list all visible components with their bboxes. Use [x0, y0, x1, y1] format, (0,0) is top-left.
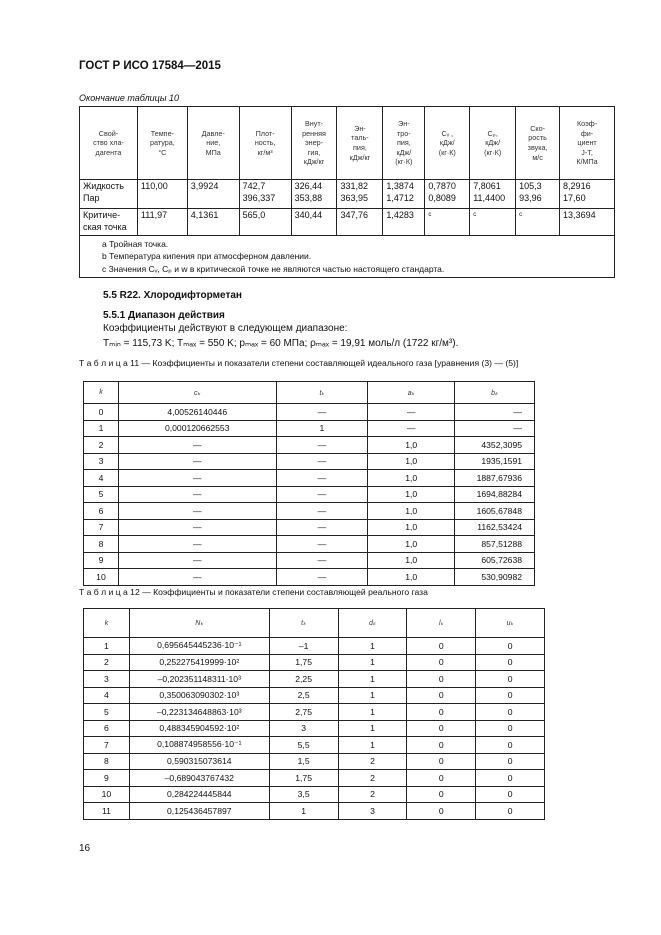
- cell: 2: [338, 753, 407, 770]
- column-header: Плот- ность, кг/м³: [239, 107, 291, 180]
- table12-caption: Т а б л и ц а 12 — Коэффициенты и показатели степени составляющей реального газа: [79, 587, 428, 597]
- cell: 0: [407, 687, 476, 704]
- cell: —: [118, 569, 276, 586]
- cell: 1,75: [269, 770, 338, 787]
- cell: 1: [338, 720, 407, 737]
- table-row: [84, 536, 535, 553]
- cell: —: [118, 552, 276, 569]
- cell: 0: [476, 720, 545, 737]
- table-row: [84, 486, 535, 503]
- cell: c: [428, 212, 432, 218]
- cell: 3: [338, 803, 407, 820]
- cell: 1,0: [368, 552, 455, 569]
- cell: 8: [84, 536, 119, 553]
- table-12: [83, 608, 545, 820]
- column-header: Ско- рость звука, м/с: [516, 107, 560, 180]
- cell: 1,0: [368, 486, 455, 503]
- cell: 111,97: [140, 210, 168, 220]
- column-header: Давле- ние, МПа: [187, 107, 239, 180]
- cell: 7: [84, 737, 130, 754]
- cell: —: [118, 437, 276, 454]
- table-row: [84, 552, 535, 569]
- cell: 1694,88284: [455, 486, 535, 503]
- table-row: [84, 803, 545, 820]
- table-row: [84, 753, 545, 770]
- cell: 340,44: [294, 210, 323, 220]
- cell: —: [118, 470, 276, 487]
- cell: 0,695645445236·10⁻¹: [129, 638, 269, 655]
- column-header: Nₖ: [129, 609, 269, 638]
- cell: —: [276, 404, 368, 421]
- cell: 1,5: [269, 753, 338, 770]
- cell: Критиче- ская точка: [83, 210, 127, 232]
- cell: 0: [407, 753, 476, 770]
- column-header: k: [84, 382, 119, 404]
- column-header: Темпе- ратура, °С: [137, 107, 187, 180]
- cell: 1: [84, 638, 130, 655]
- cell: 1: [84, 420, 119, 437]
- table-row: [84, 420, 535, 437]
- cell: 4,1361: [190, 210, 219, 220]
- cell: 8: [84, 753, 130, 770]
- table-row: [84, 770, 545, 787]
- cell: —: [118, 519, 276, 536]
- cell: 5: [84, 704, 130, 721]
- cell: 0: [476, 671, 545, 688]
- range-values: Tₘᵢₙ = 115,73 K; Tₘₐₓ = 550 K; pₘₐₓ = 60 МПа; ρₘₐₓ = 19,91 моль/л (1722 кг/м³).: [103, 338, 459, 349]
- cell: 110,00: [140, 181, 168, 191]
- cell: —: [118, 536, 276, 553]
- cell: c: [519, 212, 523, 218]
- column-header: Внут- ренняя энер- гия, кДж/кг: [291, 107, 337, 180]
- column-header: Коэф- фи- циент J-T, К/МПа: [560, 107, 615, 180]
- column-header: lₖ: [407, 609, 476, 638]
- cell: 1,3874 1,4712: [386, 181, 414, 203]
- table-row: [84, 503, 535, 520]
- table-row: [84, 786, 545, 803]
- cell: 0: [407, 671, 476, 688]
- cell: 0,000120662553: [118, 420, 276, 437]
- cell: 2,25: [269, 671, 338, 688]
- cell: 2: [84, 437, 119, 454]
- cell: 1,0: [368, 470, 455, 487]
- table-row: [84, 470, 535, 487]
- cell: —: [276, 519, 368, 536]
- cell: —: [276, 453, 368, 470]
- cell: —: [118, 453, 276, 470]
- cell: 1: [338, 704, 407, 721]
- cell: 0: [476, 638, 545, 655]
- cell: 0: [476, 654, 545, 671]
- cell: 0,252275419999·10²: [129, 654, 269, 671]
- cell: 1,0: [368, 437, 455, 454]
- cell: –0,202351148311·10³: [129, 671, 269, 688]
- cell: 347,76: [340, 210, 369, 220]
- cell: 5: [84, 486, 119, 503]
- cell: 0,590315073614: [129, 753, 269, 770]
- cell: 1: [338, 671, 407, 688]
- table-10: [79, 106, 615, 278]
- cell: —: [118, 503, 276, 520]
- table11-caption: Т а б л и ц а 11 — Коэффициенты и показатели степени составляющей идеального газа [уравнения (3) — (5)]: [79, 358, 519, 368]
- column-header: dₖ: [338, 609, 407, 638]
- cell: 3: [269, 720, 338, 737]
- cell: 4: [84, 470, 119, 487]
- cell: 0,284224445844: [129, 786, 269, 803]
- table-row: [84, 737, 545, 754]
- column-header: k: [84, 609, 130, 638]
- cell: 1,0: [368, 453, 455, 470]
- cell: —: [276, 486, 368, 503]
- cell: 0: [407, 720, 476, 737]
- cell: 0,108874958556·10⁻¹: [129, 737, 269, 754]
- table10-header-row: [80, 107, 615, 180]
- table10-notes-row: [80, 236, 615, 278]
- cell: 0: [407, 638, 476, 655]
- cell: 0: [476, 704, 545, 721]
- column-header: bₖ: [455, 382, 535, 404]
- cell: 1,75: [269, 654, 338, 671]
- cell: Жидкость Пар: [83, 181, 124, 203]
- cell: 742,7 396,337: [242, 181, 276, 203]
- column-header: aₖ: [368, 382, 455, 404]
- cell: 5,5: [269, 737, 338, 754]
- cell: 605,72638: [455, 552, 535, 569]
- section-title: 5.5 R22. Хлородифторметан: [103, 290, 242, 301]
- footnote-b: b Температура кипения при атмосферном давлении.: [102, 251, 312, 262]
- cell: 857,51288: [455, 536, 535, 553]
- cell: 1: [276, 420, 368, 437]
- table-row: [84, 704, 545, 721]
- cell: —: [368, 420, 455, 437]
- cell: 1: [269, 803, 338, 820]
- table-11: [83, 381, 535, 586]
- cell: 0: [407, 770, 476, 787]
- cell: 1: [338, 638, 407, 655]
- cell: –1: [269, 638, 338, 655]
- cell: —: [276, 536, 368, 553]
- cell: 326,44 353,88: [294, 181, 323, 203]
- cell: 1887,67936: [455, 470, 535, 487]
- document-header: ГОСТ Р ИСО 17584—2015: [79, 60, 221, 72]
- cell: 9: [84, 552, 119, 569]
- cell: —: [276, 552, 368, 569]
- cell: 7,8061 11,4400: [473, 181, 506, 203]
- cell: —: [276, 569, 368, 586]
- cell: 3,5: [269, 786, 338, 803]
- cell: 0: [476, 753, 545, 770]
- cell: 105,3 93,96: [519, 181, 542, 203]
- cell: 6: [84, 720, 130, 737]
- cell: 6: [84, 503, 119, 520]
- cell: 11: [84, 803, 130, 820]
- column-header: Cₚ, кДж/ (кг·К): [470, 107, 516, 180]
- subsection-title: 5.5.1 Диапазон действия: [103, 310, 225, 321]
- cell: 10: [84, 569, 119, 586]
- cell: 13,3694: [563, 210, 596, 220]
- column-header: tₖ: [276, 382, 368, 404]
- cell: 4,00526140446: [118, 404, 276, 421]
- cell: 2: [84, 654, 130, 671]
- cell: 0,7870 0,8089: [428, 181, 456, 203]
- cell: 4352,3095: [455, 437, 535, 454]
- cell: 8,2916 17,60: [563, 181, 591, 203]
- cell: 7: [84, 519, 119, 536]
- cell: –0,689043767432: [129, 770, 269, 787]
- cell: 0: [476, 687, 545, 704]
- page-number: 16: [79, 843, 91, 854]
- cell: 0: [407, 704, 476, 721]
- table11-header-row: [84, 382, 535, 404]
- cell: 1162,53424: [455, 519, 535, 536]
- table-row: [84, 671, 545, 688]
- column-header: Эн- таль- пия, кДж/кг: [337, 107, 383, 180]
- table12-header-row: [84, 609, 545, 638]
- cell: 0: [476, 770, 545, 787]
- cell: 1605,67848: [455, 503, 535, 520]
- cell: c: [473, 212, 477, 218]
- table-row: [84, 519, 535, 536]
- cell: 10: [84, 786, 130, 803]
- cell: 2,75: [269, 704, 338, 721]
- cell: 1935,1591: [455, 453, 535, 470]
- table-row: [84, 720, 545, 737]
- cell: 1: [338, 687, 407, 704]
- range-intro: Коэффициенты действуют в следующем диапазоне:: [103, 323, 348, 334]
- cell: 0: [407, 737, 476, 754]
- table10-caption: Окончание таблицы 10: [79, 93, 179, 103]
- cell: 0,350063090302·10³: [129, 687, 269, 704]
- table-row: [84, 569, 535, 586]
- cell: 1,0: [368, 569, 455, 586]
- table-row: [84, 404, 535, 421]
- cell: 2: [338, 770, 407, 787]
- cell: 0: [407, 654, 476, 671]
- cell: 530,90982: [455, 569, 535, 586]
- cell: 0: [476, 803, 545, 820]
- cell: 1: [338, 737, 407, 754]
- cell: 4: [84, 687, 130, 704]
- column-header: Эн- тро- пия, кДж/ (кг·К): [383, 107, 425, 180]
- cell: —: [276, 470, 368, 487]
- footnote-c: c Значения Cᵥ, Cₚ и w в критической точке не являются частью настоящего стандарта.: [102, 263, 445, 274]
- column-header: Cᵥ , кДж/ (кг·К): [425, 107, 470, 180]
- footnote-a: a Тройная точка.: [102, 239, 169, 249]
- cell: 565,0: [242, 210, 266, 220]
- cell: 2: [338, 786, 407, 803]
- column-header: cₖ: [118, 382, 276, 404]
- cell: 3: [84, 671, 130, 688]
- table-row: [84, 638, 545, 655]
- cell: 3: [84, 453, 119, 470]
- cell: 0,125436457897: [129, 803, 269, 820]
- cell: 1,0: [368, 519, 455, 536]
- cell: 0: [407, 786, 476, 803]
- cell: —: [368, 404, 455, 421]
- cell: 1,0: [368, 503, 455, 520]
- table-row: [84, 453, 535, 470]
- table-row: [84, 687, 545, 704]
- column-header: uₖ: [476, 609, 545, 638]
- cell: 1: [338, 654, 407, 671]
- cell: —: [276, 503, 368, 520]
- cell: –0,223134648863·10³: [129, 704, 269, 721]
- cell: 0: [84, 404, 119, 421]
- cell: 1,0: [368, 536, 455, 553]
- cell: 2,5: [269, 687, 338, 704]
- column-header: tₖ: [269, 609, 338, 638]
- cell: —: [276, 437, 368, 454]
- cell: 0: [476, 737, 545, 754]
- cell: 0: [476, 786, 545, 803]
- table-row: [80, 209, 615, 236]
- cell: 1,4283: [386, 210, 414, 220]
- table-row: [84, 437, 535, 454]
- cell: 9: [84, 770, 130, 787]
- column-header: Свой- ство хла- дагента: [80, 107, 138, 180]
- cell: —: [455, 404, 535, 421]
- cell: 0,488345904592·10²: [129, 720, 269, 737]
- table-row: [80, 180, 615, 209]
- cell: —: [455, 420, 535, 437]
- cell: 331,82 363,95: [340, 181, 369, 203]
- cell: 3,9924: [190, 181, 219, 191]
- cell: —: [118, 486, 276, 503]
- table-row: [84, 654, 545, 671]
- cell: 0: [407, 803, 476, 820]
